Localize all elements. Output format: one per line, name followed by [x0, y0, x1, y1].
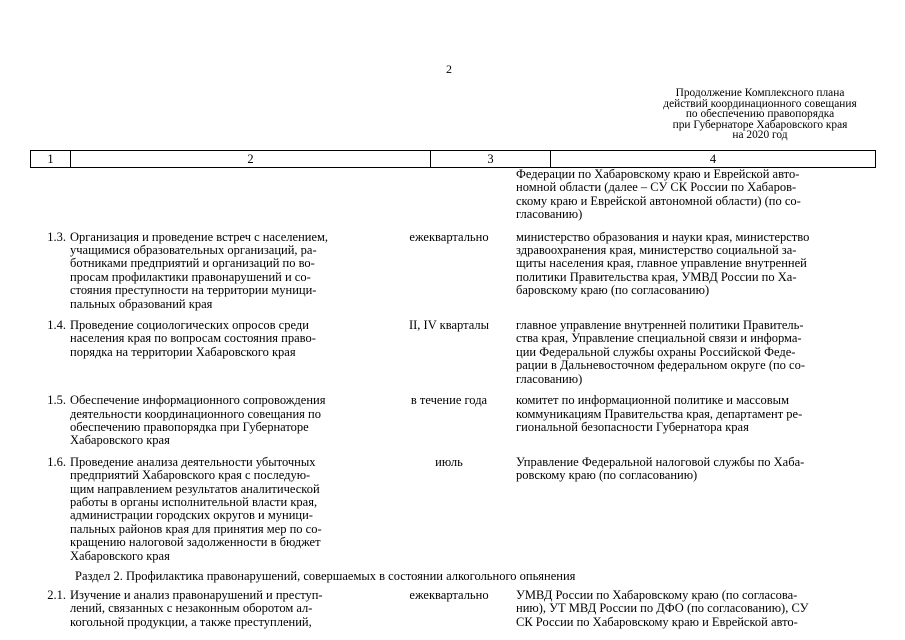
text-line: ции Федеральной службы охраны Российской Феде-: [516, 344, 796, 359]
term-cell: [382, 168, 516, 222]
text-line: Федерации по Хабаровскому краю и Еврейской авто-: [516, 167, 800, 181]
row-number: 1.3.: [47, 229, 66, 244]
text-line: Проведение анализа деятельности убыточных: [70, 454, 316, 469]
table-row: [30, 456, 876, 563]
activity-cell: [70, 168, 382, 222]
text-line: скому краю и Еврейской автономной области) (по со-: [516, 193, 801, 208]
executor-cell: [516, 456, 872, 563]
text-line: номной области (далее – СУ СК России по Хабаров-: [516, 180, 797, 195]
column-header: 4: [551, 151, 876, 168]
table-row: [30, 589, 876, 629]
text-line: Управление Федеральной налоговой службы по Хаба-: [516, 454, 805, 469]
text-line: Организация и проведение встреч с населением,: [70, 229, 329, 244]
activity-cell: [70, 456, 382, 563]
text-line: администрации городских округов и муници-: [70, 508, 313, 523]
caption-line: по обеспечению правопорядка: [685, 108, 835, 121]
term-cell: ежеквартально: [409, 587, 489, 602]
text-line: министерство образования и науки края, министерство: [516, 229, 810, 244]
term-cell: в течение года: [410, 393, 488, 408]
text-line: комитет по информационной политике и массовым: [516, 393, 789, 408]
text-line: здравоохранения края, министерство социальной за-: [516, 243, 797, 258]
text-line: щиты населения края, главное управление внутренней: [516, 256, 807, 271]
row-number: 1.6.: [47, 454, 66, 469]
text-line: учащимися образовательных организаций, ра-: [70, 243, 317, 258]
text-line: Проведение социологических опросов среди: [70, 318, 309, 333]
column-header: 1: [31, 151, 71, 168]
text-line: СК России по Хабаровскому краю и Еврейской авто-: [516, 614, 798, 629]
text-line: гиональной безопасности Губернатора края: [516, 419, 749, 434]
text-line: Хабаровского края: [70, 548, 170, 563]
text-line: УМВД России по Хабаровскому краю (по согласова-: [516, 587, 798, 602]
text-line: коммуникациям Правительства края, департамент ре-: [516, 406, 803, 421]
text-line: рации в Дальневосточном федеральном округе (по со-: [516, 358, 806, 373]
activity-cell: [70, 319, 382, 386]
caption-line: при Губернаторе Хабаровского края: [672, 118, 848, 131]
text-line: лений, связанных с незаконным оборотом ал-: [70, 601, 313, 616]
text-line: нию), УТ МВД России по ДФО (по согласованию), СУ: [516, 601, 809, 616]
continuation-caption: [630, 88, 890, 141]
text-line: просам профилактики правонарушений и со-: [70, 269, 311, 284]
row-number: [30, 168, 70, 222]
executor-cell: [516, 589, 872, 629]
column-header: 2: [71, 151, 431, 168]
executor-cell: [516, 231, 872, 311]
text-line: пальных районов края для принятия мер по со-: [70, 521, 322, 536]
executor-cell: [516, 394, 872, 448]
text-line: обеспечению правопорядка при Губернаторе: [70, 419, 309, 434]
column-header-table: [30, 150, 876, 168]
text-line: кращению налоговой задолженности в бюджет: [70, 535, 321, 550]
term-cell: июль: [435, 454, 463, 469]
section-heading: Раздел 2. Профилактика правонарушений, совершаемых в состоянии алкогольного опьянения: [75, 568, 576, 583]
text-line: стояния преступности на территории муници-: [70, 283, 317, 298]
text-line: гласованию): [516, 207, 583, 222]
table-row: [30, 231, 876, 311]
activity-cell: [70, 231, 382, 311]
table-row: [30, 168, 876, 222]
text-line: главное управление внутренней политики Правитель-: [516, 318, 804, 333]
row-number: 2.1.: [47, 587, 66, 602]
plan-table-body: [30, 168, 876, 637]
table-row: [30, 394, 876, 448]
text-line: Обеспечение информационного сопровождения: [70, 393, 326, 408]
activity-cell: [70, 394, 382, 448]
column-header-row: [31, 151, 876, 168]
executor-cell: [516, 319, 872, 386]
text-line: пальных образований края: [70, 296, 213, 311]
text-line: предприятий Хабаровского края с последую-: [70, 468, 311, 483]
text-line: Хабаровского края: [70, 433, 170, 448]
text-line: порядка на территории Хабаровского края: [70, 344, 296, 359]
term-cell: II, IV кварталы: [408, 318, 490, 333]
activity-cell: [70, 589, 382, 629]
text-line: Изучение и анализ правонарушений и преступ-: [70, 587, 323, 602]
text-line: политики Правительства края, УМВД России по Ха-: [516, 269, 797, 284]
executor-cell: [516, 168, 872, 222]
text-line: когольной продукции, а также преступлений,: [70, 614, 312, 629]
text-line: ровскому краю (по согласованию): [516, 468, 698, 483]
caption-line: действий координационного совещания: [663, 97, 857, 110]
text-line: населения края по вопросам состояния право-: [70, 331, 316, 346]
caption-line: Продолжение Комплексного плана: [675, 87, 845, 99]
text-line: ства края, Управление специальной связи и информа-: [516, 331, 802, 346]
row-number: 1.5.: [47, 393, 66, 408]
row-number: 1.4.: [47, 318, 66, 333]
term-cell: ежеквартально: [409, 229, 489, 244]
page-number: 2: [446, 62, 452, 76]
text-line: работы в органы исполнительной власти края,: [70, 494, 318, 509]
text-line: ботниками предприятий и организаций по во-: [70, 256, 315, 271]
column-header: 3: [431, 151, 551, 168]
table-row: [30, 319, 876, 386]
caption-line: на 2020 год: [732, 129, 788, 142]
text-line: баровскому краю (по согласованию): [516, 283, 710, 298]
text-line: деятельности координационного совещания по: [70, 406, 321, 421]
text-line: гласованию): [516, 371, 583, 386]
text-line: щим направлением результатов аналитической: [70, 481, 320, 496]
